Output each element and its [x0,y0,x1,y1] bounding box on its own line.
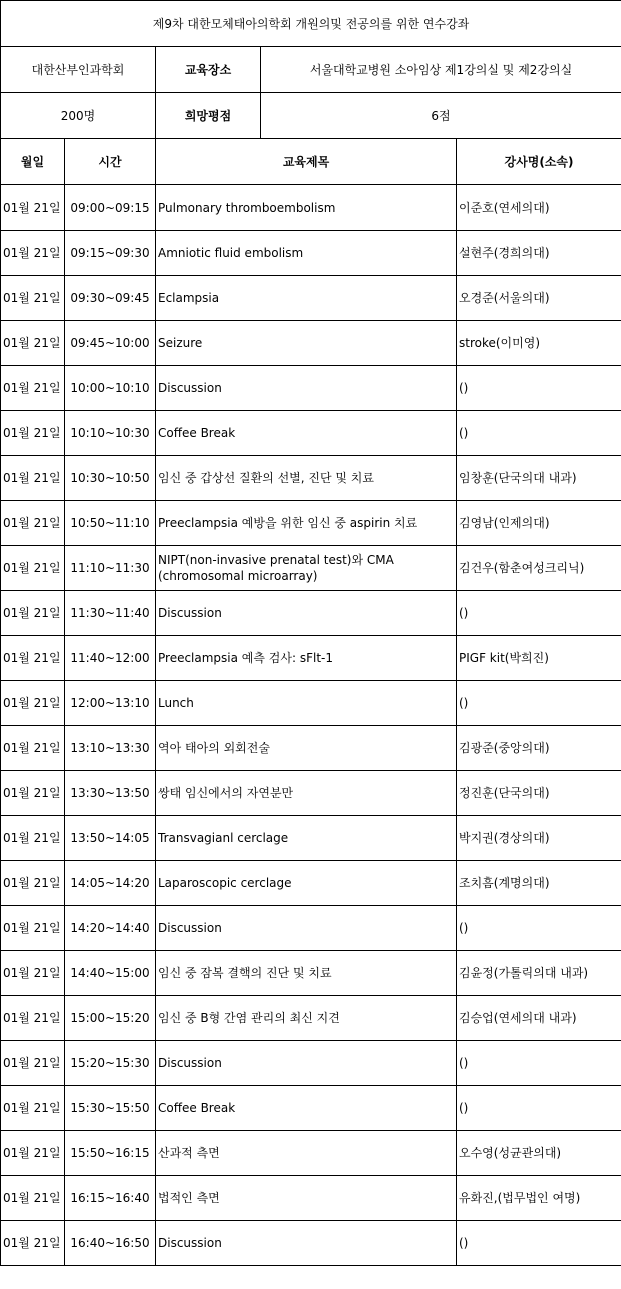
session-topic: Eclampsia [156,276,457,321]
session-time: 14:20~14:40 [65,906,156,951]
session-time: 10:00~10:10 [65,366,156,411]
session-speaker: 박지권(경상의대) [457,816,621,861]
table-row [1,1131,621,1176]
session-topic: 법적인 측면 [156,1176,457,1221]
table-row [1,906,621,951]
session-time: 12:00~13:10 [65,681,156,726]
session-time: 15:30~15:50 [65,1086,156,1131]
info-row-credits [1,93,621,139]
session-time: 13:50~14:05 [65,816,156,861]
session-topic: Discussion [156,366,457,411]
session-speaker: () [457,366,621,411]
session-date: 01월 21일 [1,1041,65,1086]
session-topic: Coffee Break [156,411,457,456]
venue-label: 교육장소 [156,47,261,93]
session-topic: Laparoscopic cerclage [156,861,457,906]
table-row [1,861,621,906]
session-time: 15:20~15:30 [65,1041,156,1086]
session-topic: Preeclampsia 예방을 위한 임신 중 aspirin 치료 [156,501,457,546]
session-date: 01월 21일 [1,231,65,276]
table-row [1,321,621,366]
session-time: 13:10~13:30 [65,726,156,771]
session-speaker: stroke(이미영) [457,321,621,366]
session-speaker: 이준호(연세의대) [457,185,621,231]
session-date: 01월 21일 [1,816,65,861]
session-time: 16:40~16:50 [65,1221,156,1266]
session-topic: 임신 중 잠복 결핵의 진단 및 치료 [156,951,457,996]
session-date: 01월 21일 [1,411,65,456]
session-date: 01월 21일 [1,366,65,411]
session-speaker: 유화진,(법무법인 여명) [457,1176,621,1221]
column-header-date: 월일 [1,139,65,185]
session-topic: 역아 태아의 외회전술 [156,726,457,771]
session-speaker: () [457,411,621,456]
table-row [1,411,621,456]
column-header-topic: 교육제목 [156,139,457,185]
table-row [1,546,621,591]
session-date: 01월 21일 [1,546,65,591]
table-row [1,726,621,771]
session-speaker: () [457,1086,621,1131]
table-row [1,1041,621,1086]
session-speaker: () [457,1041,621,1086]
session-date: 01월 21일 [1,185,65,231]
session-date: 01월 21일 [1,861,65,906]
session-date: 01월 21일 [1,591,65,636]
session-speaker: 오경준(서울의대) [457,276,621,321]
table-row [1,636,621,681]
column-header-row [1,139,621,185]
session-date: 01월 21일 [1,501,65,546]
table-row [1,501,621,546]
credits-label: 희망평점 [156,93,261,139]
table-row [1,231,621,276]
session-time: 15:50~16:15 [65,1131,156,1176]
session-topic: 산과적 측면 [156,1131,457,1176]
session-topic: Pulmonary thromboembolism [156,185,457,231]
capacity-value: 200명 [1,93,156,139]
session-date: 01월 21일 [1,1131,65,1176]
session-time: 15:00~15:20 [65,996,156,1041]
session-speaker: 조치흠(계명의대) [457,861,621,906]
session-topic: Transvagianl cerclage [156,816,457,861]
session-speaker: 설현주(경희의대) [457,231,621,276]
session-topic: 쌍태 임신에서의 자연분만 [156,771,457,816]
table-row [1,816,621,861]
session-date: 01월 21일 [1,321,65,366]
session-time: 09:15~09:30 [65,231,156,276]
session-speaker: 김광준(중앙의대) [457,726,621,771]
venue-value: 서울대학교병원 소아임상 제1강의실 및 제2강의실 [261,47,621,93]
session-topic: 임신 중 갑상선 질환의 선별, 진단 및 치료 [156,456,457,501]
session-time: 14:05~14:20 [65,861,156,906]
session-date: 01월 21일 [1,996,65,1041]
title-row [1,1,621,47]
session-time: 10:10~10:30 [65,411,156,456]
session-time: 16:15~16:40 [65,1176,156,1221]
session-speaker: () [457,591,621,636]
table-row [1,996,621,1041]
session-time: 11:30~11:40 [65,591,156,636]
session-topic: Discussion [156,1221,457,1266]
session-date: 01월 21일 [1,771,65,816]
session-date: 01월 21일 [1,726,65,771]
session-time: 11:10~11:30 [65,546,156,591]
session-speaker: 임창훈(단국의대 내과) [457,456,621,501]
session-speaker: 김건우(함춘여성크리닉) [457,546,621,591]
session-time: 11:40~12:00 [65,636,156,681]
schedule-body [1,1,621,1266]
table-row [1,1176,621,1221]
session-topic: Preeclampsia 예측 검사: sFlt-1 [156,636,457,681]
session-speaker: 오수영(성균관의대) [457,1131,621,1176]
session-topic: Discussion [156,906,457,951]
session-speaker: 김승업(연세의대 내과) [457,996,621,1041]
session-date: 01월 21일 [1,1221,65,1266]
session-time: 10:30~10:50 [65,456,156,501]
session-date: 01월 21일 [1,951,65,996]
session-topic: Lunch [156,681,457,726]
column-header-time: 시간 [65,139,156,185]
table-row [1,456,621,501]
session-speaker: 정진훈(단국의대) [457,771,621,816]
session-topic: Discussion [156,591,457,636]
session-speaker: () [457,906,621,951]
session-time: 10:50~11:10 [65,501,156,546]
organizer-name: 대한산부인과학회 [1,47,156,93]
table-row [1,591,621,636]
session-time: 09:45~10:00 [65,321,156,366]
session-speaker: 김영남(인제의대) [457,501,621,546]
session-speaker: PIGF kit(박희진) [457,636,621,681]
table-row [1,276,621,321]
table-row [1,1086,621,1131]
session-date: 01월 21일 [1,906,65,951]
session-date: 01월 21일 [1,456,65,501]
session-speaker: 김윤정(가톨릭의대 내과) [457,951,621,996]
table-row [1,771,621,816]
session-time: 09:30~09:45 [65,276,156,321]
column-header-speaker: 강사명(소속) [457,139,621,185]
session-date: 01월 21일 [1,1176,65,1221]
session-speaker: () [457,1221,621,1266]
table-row [1,1221,621,1266]
course-title: 제9차 대한모체태아의학회 개원의및 전공의를 위한 연수강좌 [1,1,621,47]
session-topic: Coffee Break [156,1086,457,1131]
session-time: 14:40~15:00 [65,951,156,996]
table-row [1,185,621,231]
table-row [1,951,621,996]
session-topic: 임신 중 B형 간염 관리의 최신 지견 [156,996,457,1041]
credits-value: 6점 [261,93,621,139]
session-time: 09:00~09:15 [65,185,156,231]
session-speaker: () [457,681,621,726]
table-row [1,681,621,726]
session-time: 13:30~13:50 [65,771,156,816]
session-topic: Amniotic fluid embolism [156,231,457,276]
session-topic: Seizure [156,321,457,366]
session-date: 01월 21일 [1,276,65,321]
session-date: 01월 21일 [1,1086,65,1131]
session-topic: Discussion [156,1041,457,1086]
table-row [1,366,621,411]
session-date: 01월 21일 [1,636,65,681]
session-date: 01월 21일 [1,681,65,726]
info-row-venue [1,47,621,93]
session-topic: NIPT(non-invasive prenatal test)와 CMA (chromosomal microarray) [156,546,457,591]
